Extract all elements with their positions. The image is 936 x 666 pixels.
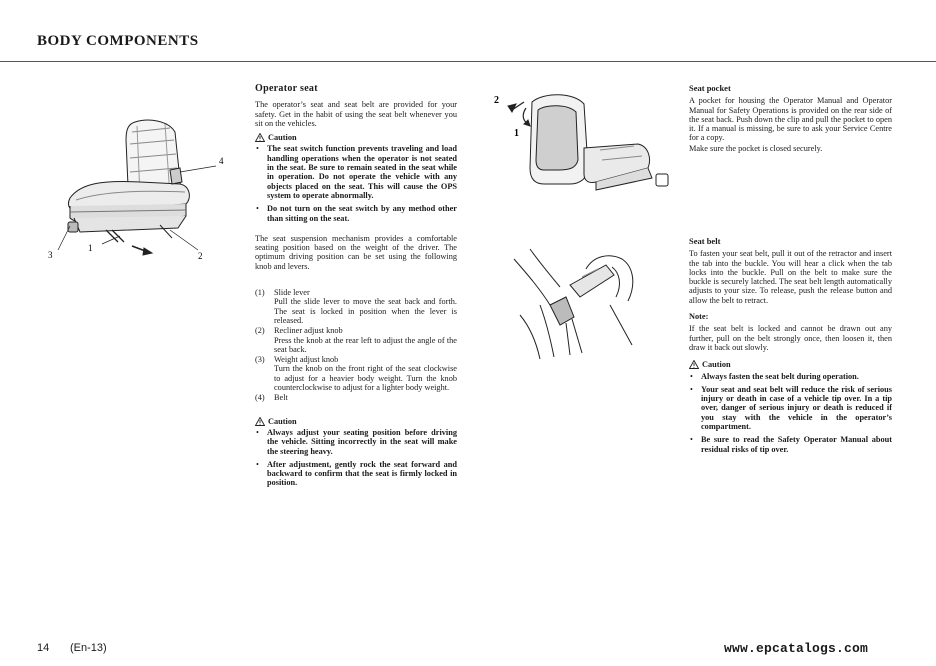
seat-belt-figure bbox=[510, 245, 640, 365]
operator-seat-section bbox=[255, 84, 457, 492]
suspension-text: The seat suspension mechanism provides a comfortable seating position based on the weight of the driver. The optimum driving position can be set using the following knob and levers. bbox=[255, 233, 457, 271]
control-desc: Press the knob at the rear left to adjust the angle of the seat back. bbox=[274, 335, 457, 354]
control-desc: Turn the knob on the front right of the seat clockwise to adjust for a heavier body weight. Turn the knob counterclockwise to adjust for a lighter body weight. bbox=[274, 364, 457, 393]
seat-pocket-text: A pocket for housing the Operator Manual and Operator Manual for Safety Operations is provided on the rear side of the seat back. Push down the clip and pull the pocket to open it. If a manual is missing, be sure to ask your Service Centre for a copy. bbox=[689, 96, 892, 143]
caution-heading-1 bbox=[255, 133, 457, 142]
right-column bbox=[689, 84, 892, 153]
caution-item: • Always adjust your seating position before driving the vehicle. Sitting incorrectly in the seat will make the steering heavy. bbox=[255, 428, 457, 456]
caution-item: • Be sure to read the Safety Operator Manual about residual risks of tip over. bbox=[689, 435, 892, 454]
warning-icon bbox=[255, 417, 265, 426]
caution-list-2 bbox=[255, 428, 457, 488]
control-item: (3) Weight adjust knob Turn the knob on the front right of the seat clockwise to adjust for a heavier body weight. Turn the knob counterclockwise to adjust for a lighter body weight. bbox=[255, 355, 457, 393]
control-desc: Pull the slide lever to move the seat back and forth. The seat is locked in position when the lever is released. bbox=[274, 297, 457, 325]
control-name: Recliner adjust knob bbox=[274, 326, 343, 336]
seat-label-1: 1 bbox=[88, 243, 93, 253]
caution-item: • After adjustment, gently rock the seat forward and backward to confirm that the seat is firmly locked in position. bbox=[255, 460, 457, 488]
control-name: Slide lever bbox=[274, 288, 310, 298]
header-divider bbox=[0, 61, 936, 62]
control-name: Weight adjust knob bbox=[274, 355, 339, 365]
caution-heading-2 bbox=[255, 417, 457, 426]
caution-label: Caution bbox=[702, 360, 731, 370]
controls-list bbox=[255, 288, 457, 403]
seat-pocket-figure bbox=[488, 88, 678, 198]
note-label: Note: bbox=[689, 312, 709, 322]
caution-list-3 bbox=[689, 372, 892, 454]
caution-item: • Always fasten the seat belt during operation. bbox=[689, 372, 892, 381]
seat-label-3: 3 bbox=[48, 250, 53, 260]
page-code: (En-13) bbox=[70, 642, 107, 654]
seat-belt-title: Seat belt bbox=[689, 236, 721, 246]
seat-pocket-text2: Make sure the pocket is closed securely. bbox=[689, 143, 823, 153]
warning-icon bbox=[689, 360, 699, 369]
caution-item: • Do not turn on the seat switch by any method other than sitting on the seat. bbox=[255, 204, 457, 223]
operator-seat-intro: The operator’s seat and seat belt are provided for your safety. Get in the habit of using the seat belt whenever you sit on the vehicles. bbox=[255, 100, 457, 128]
caution-label: Caution bbox=[268, 416, 297, 426]
caution-heading-3 bbox=[689, 360, 892, 369]
caution-item: • The seat switch function prevents traveling and load handling operations when the operator is not seated in the seat. Be sure to remain seated in the seat while in operation. Do not operate the vehicle with any objects placed on the seat. This will cause the OPS system to operate abnormally. bbox=[255, 144, 457, 200]
warning-icon bbox=[255, 133, 265, 142]
seat-label-2: 2 bbox=[198, 251, 203, 261]
operator-seat-title: Operator seat bbox=[255, 83, 318, 94]
page-number: 14 bbox=[37, 642, 50, 654]
seat-belt-section bbox=[689, 237, 892, 458]
control-name: Belt bbox=[274, 393, 288, 403]
caution-list-1 bbox=[255, 144, 457, 222]
pocket-label-2: 2 bbox=[494, 95, 499, 106]
watermark-site[interactable]: www.epcatalogs.com bbox=[724, 641, 869, 656]
seat-label-4: 4 bbox=[219, 156, 224, 166]
control-item: (1) Slide lever Pull the slide lever to move the seat back and forth. The seat is locked in position when the lever is released. bbox=[255, 288, 457, 325]
seat-pocket-title: Seat pocket bbox=[689, 83, 731, 93]
operator-seat-figure bbox=[40, 110, 250, 270]
page-title: BODY COMPONENTS bbox=[37, 33, 199, 49]
note-text: If the seat belt is locked and cannot be drawn out any further, pull on the belt strongly once, then loosen it, then draw it back out slowly. bbox=[689, 324, 892, 352]
seat-belt-text: To fasten your seat belt, pull it out of the retractor and insert the tab into the buckle. You will hear a click when the tab locks into the buckle. Pull on the belt to make sure the buckle is securely latched. The seat belt length automatically adjusts to your size. To release, push the release button and allow the belt to retract. bbox=[689, 249, 892, 305]
pocket-label-1: 1 bbox=[514, 128, 519, 139]
caution-item: • Your seat and seat belt will reduce the risk of serious injury or death in case of a vehicle tip over. In a tip over, danger of serious injury or death is reduced if you stay with the vehicle in the operator’s compartment. bbox=[689, 385, 892, 431]
control-item: (4) Belt bbox=[255, 393, 288, 403]
caution-label: Caution bbox=[268, 133, 297, 143]
control-item: (2) Recliner adjust knob Press the knob at the rear left to adjust the angle of the seat back. bbox=[255, 326, 457, 354]
